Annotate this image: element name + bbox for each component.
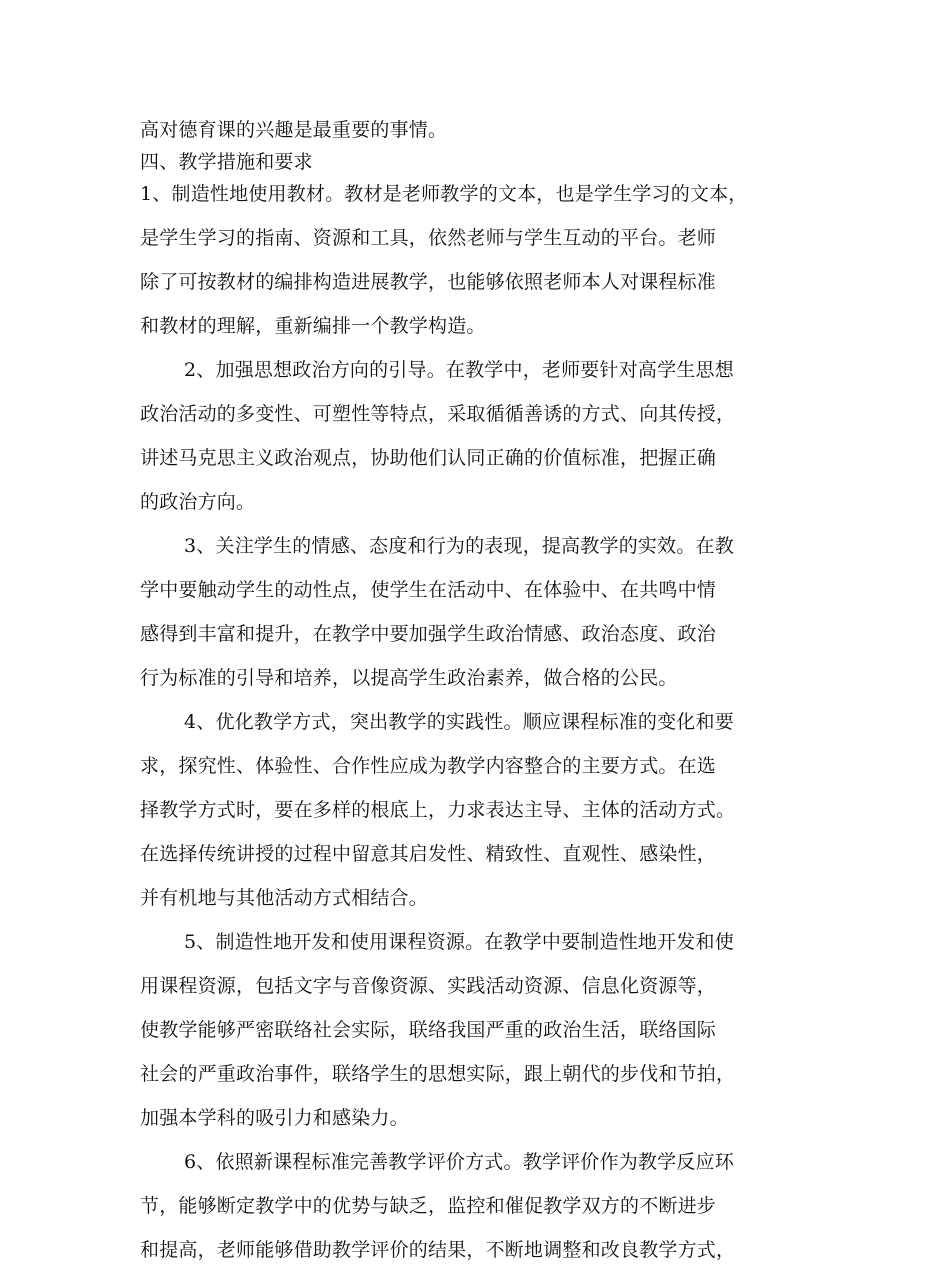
paragraph-line: 3、关注学生的情感、态度和行为的表现，提高教学的实效。在教	[184, 535, 734, 557]
paragraph-line: 和提高，老师能够借助教学评价的结果，不断地调整和改良教学方式，	[140, 1239, 736, 1261]
paragraph-line: 除了可按教材的编排构造进展教学，也能够依照老师本人对课程标准	[140, 271, 717, 293]
paragraph-line: 和教材的理解，重新编排一个教学构造。	[140, 315, 486, 337]
paragraph-line: 讲述马克思主义政治观点，协助他们认同正确的价值标准，把握正确	[140, 447, 717, 469]
paragraph-line: 用课程资源，包括文字与音像资源、实践活动资源、信息化资源等，	[140, 975, 717, 997]
paragraph-line: 2、加强思想政治方向的引导。在教学中，老师要针对高学生思想	[184, 359, 734, 381]
document-body	[140, 114, 830, 1266]
paragraph-line: 5、制造性地开发和使用课程资源。在教学中要制造性地开发和使	[184, 931, 734, 953]
paragraph-line: 节，能够断定教学中的优势与缺乏，监控和催促教学双方的不断进步	[140, 1195, 717, 1217]
paragraph-line: 感得到丰富和提升，在教学中要加强学生政治情感、政治态度、政治	[140, 623, 717, 645]
section-heading: 四、教学措施和要求	[140, 151, 313, 173]
paragraph-line: 的政治方向。	[140, 491, 256, 513]
paragraph-line: 6、依照新课程标准完善教学评价方式。教学评价作为教学反应环	[184, 1151, 734, 1173]
paragraph-line: 择教学方式时，要在多样的根底上，力求表达主导、主体的活动方式。	[140, 799, 736, 821]
paragraph-line: 是学生学习的指南、资源和工具，依然老师与学生互动的平台。老师	[140, 227, 717, 249]
paragraph-line: 1、制造性地使用教材。教材是老师教学的文本，也是学生学习的文本，	[140, 183, 748, 205]
paragraph-line: 加强本学科的吸引力和感染力。	[140, 1107, 409, 1129]
paragraph-line: 4、优化教学方式，突出教学的实践性。顺应课程标准的变化和要	[184, 711, 734, 733]
paragraph-line: 求，探究性、体验性、合作性应成为教学内容整合的主要方式。在选	[140, 755, 717, 777]
paragraph-line: 使教学能够严密联络社会实际，联络我国严重的政治生活，联络国际	[140, 1019, 717, 1041]
paragraph-line: 在选择传统讲授的过程中留意其启发性、精致性、直观性、感染性，	[140, 843, 717, 865]
paragraph-line: 高对德育课的兴趣是最重要的事情。	[140, 119, 448, 141]
paragraph-line: 并有机地与其他活动方式相结合。	[140, 887, 429, 909]
paragraph-line: 行为标准的引导和培养，以提高学生政治素养，做合格的公民。	[140, 667, 678, 689]
paragraph-line: 政治活动的多变性、可塑性等特点，采取循循善诱的方式、向其传授，	[140, 403, 736, 425]
paragraph-line: 学中要触动学生的动性点，使学生在活动中、在体验中、在共鸣中情	[140, 579, 717, 601]
paragraph-line: 社会的严重政治事件，联络学生的思想实际，跟上朝代的步伐和节拍，	[140, 1063, 736, 1085]
